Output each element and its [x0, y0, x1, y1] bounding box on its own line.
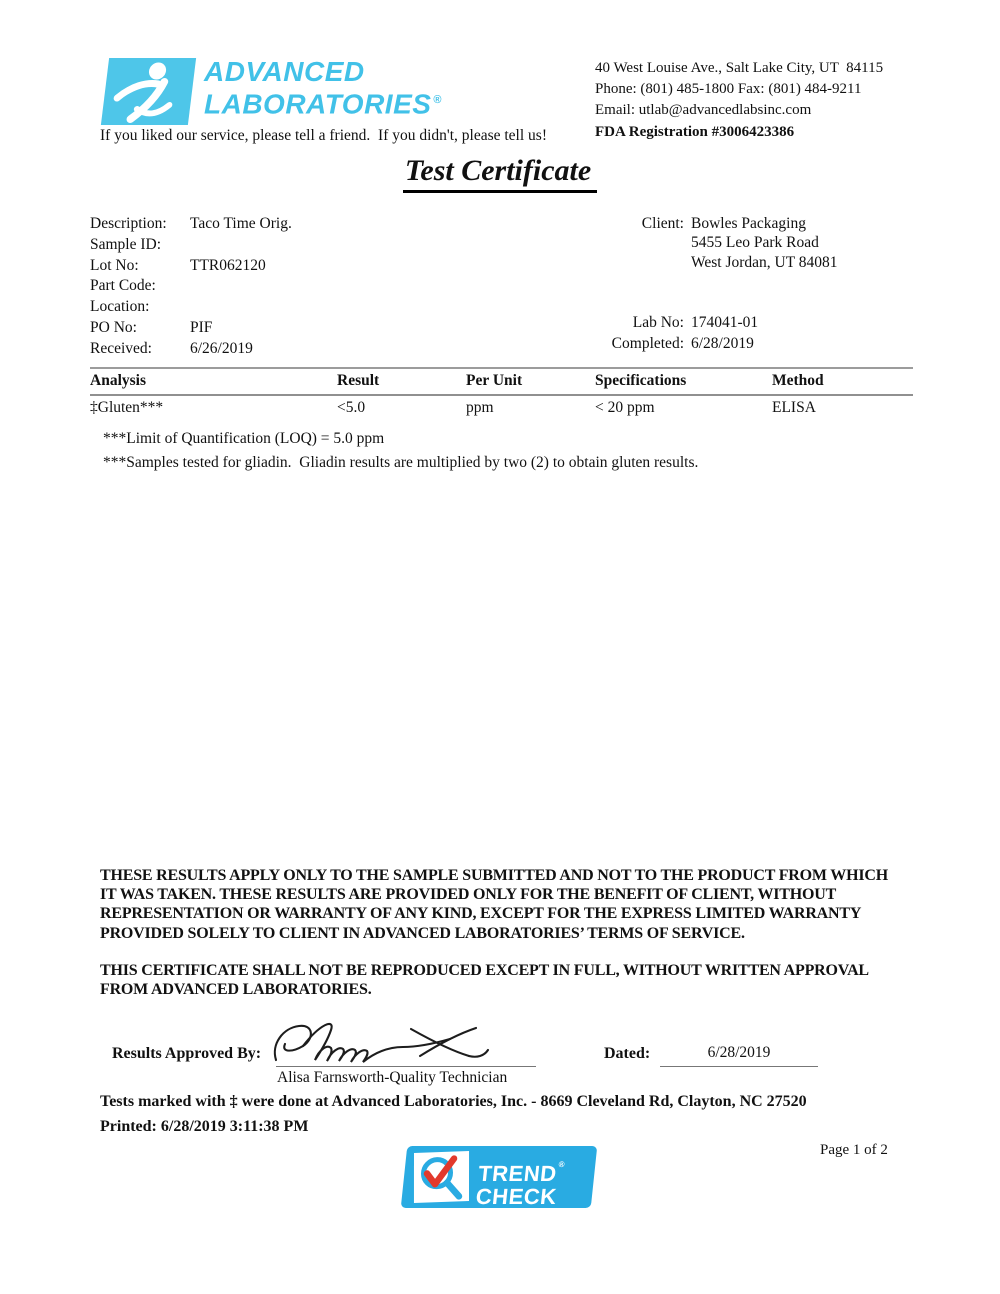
- printed-timestamp: Printed: 6/28/2019 3:11:38 PM: [100, 1118, 309, 1135]
- col-result: Result: [337, 372, 380, 389]
- lab-email: Email: utlab@advancedlabsinc.com: [595, 102, 812, 119]
- field-completed: Completed: 6/28/2019: [611, 335, 754, 353]
- title-row: [0, 154, 1000, 193]
- magnifier-check-icon: [414, 1151, 469, 1203]
- field-lot-no: Lot No: TTR062120: [90, 256, 266, 274]
- trend-check-badge: [414, 1151, 469, 1203]
- col-method: Method: [772, 372, 824, 389]
- field-client: Client: Bowles Packaging: [641, 215, 806, 232]
- lab-phone-fax: Phone: (801) 485-1800 Fax: (801) 484-9211: [595, 81, 862, 98]
- lab-address: 40 West Louise Ave., Salt Lake City, UT 84115: [595, 60, 884, 76]
- disclaimer-paragraph-1: THESE RESULTS APPLY ONLY TO THE SAMPLE SUBMITTED AND NOT TO THE PRODUCT FROM WHICH IT WAS TAKEN. THESE RESULTS ARE PROVIDED ONLY FOR THE BENEFIT OF CLIENT, WITHOUT REPRESENTATION OR WARRANTY OF ANY KIND, EXCEPT FOR THE EXPRESS LIMITED WARRANTY PROVIDED SOLELY TO CLIENT IN ADVANCED LABORATORIES’ TERMS OF SERVICE.: [100, 867, 888, 942]
- field-lab-no: Lab No: 174041-01: [632, 314, 759, 332]
- trend-check-wordmark: TREND® CHECK: [474, 1160, 566, 1209]
- col-specifications: Specifications: [595, 372, 687, 389]
- table-row: [90, 396, 913, 417]
- page-title: Test Certificate: [403, 154, 597, 193]
- col-per-unit: Per Unit: [466, 372, 523, 389]
- client-address-line3: West Jordan, UT 84081: [691, 253, 838, 271]
- page-number: Page 1 of 2: [820, 1142, 888, 1158]
- company-name-line1: ADVANCED: [204, 56, 365, 87]
- fda-registration: FDA Registration #3006423386: [595, 123, 795, 140]
- col-analysis: Analysis: [90, 372, 146, 389]
- cell-method: ELISA: [772, 399, 816, 416]
- company-logo: [101, 58, 196, 125]
- sample-info-left: [90, 214, 292, 360]
- footnote-gliadin: ***Samples tested for gliadin. Gliadin results are multiplied by two (2) to obtain gluten results.: [103, 454, 699, 471]
- cell-analysis: ‡Gluten***: [90, 399, 164, 416]
- results-approved-by-label: Results Approved By:: [112, 1045, 262, 1062]
- trend-check-logo: [401, 1146, 598, 1208]
- signature-line: [276, 1066, 536, 1067]
- person-icon: [101, 58, 196, 125]
- results-table-header: [90, 367, 913, 396]
- sample-info-right: [560, 214, 940, 355]
- field-part-code: Part Code:: [90, 277, 156, 295]
- registered-mark: ®: [433, 94, 443, 106]
- field-po-no: PO No: PIF: [90, 318, 213, 336]
- disclaimer-paragraph-2: THIS CERTIFICATE SHALL NOT BE REPRODUCED EXCEPT IN FULL, WITHOUT WRITTEN APPROVAL FROM ADVANCED LABORATORIES.: [100, 962, 869, 999]
- registered-mark: ®: [558, 1160, 566, 1169]
- cell-per-unit: ppm: [466, 399, 494, 416]
- field-sample-id: Sample ID:: [90, 235, 162, 253]
- field-description: Description: Taco Time Orig.: [90, 215, 292, 232]
- signature: [268, 1016, 536, 1068]
- footnote-loq: ***Limit of Quantification (LOQ) = 5.0 ppm: [103, 430, 385, 447]
- field-received: Received: 6/26/2019: [90, 339, 253, 357]
- cell-specifications: < 20 ppm: [595, 399, 655, 416]
- company-name: [204, 57, 442, 118]
- company-name-line2: LABORATORIES ®: [204, 88, 443, 120]
- tests-marked-note: Tests marked with ‡ were done at Advanced Laboratories, Inc. - 8669 Cleveland Rd, Clayton, NC 27520: [100, 1093, 807, 1110]
- results-table: [90, 367, 913, 417]
- client-address-line2: 5455 Leo Park Road: [691, 234, 819, 252]
- service-tagline: If you liked our service, please tell a friend. If you didn't, please tell us!: [100, 127, 547, 144]
- field-location: Location:: [90, 298, 150, 316]
- dated-line: [660, 1066, 818, 1067]
- dated-value: 6/28/2019: [707, 1044, 771, 1061]
- signer-title: Alisa Farnsworth-Quality Technician: [277, 1069, 508, 1086]
- dated-label: Dated:: [604, 1045, 651, 1062]
- cell-result: <5.0: [337, 399, 366, 416]
- lab-contact-block: [595, 58, 883, 143]
